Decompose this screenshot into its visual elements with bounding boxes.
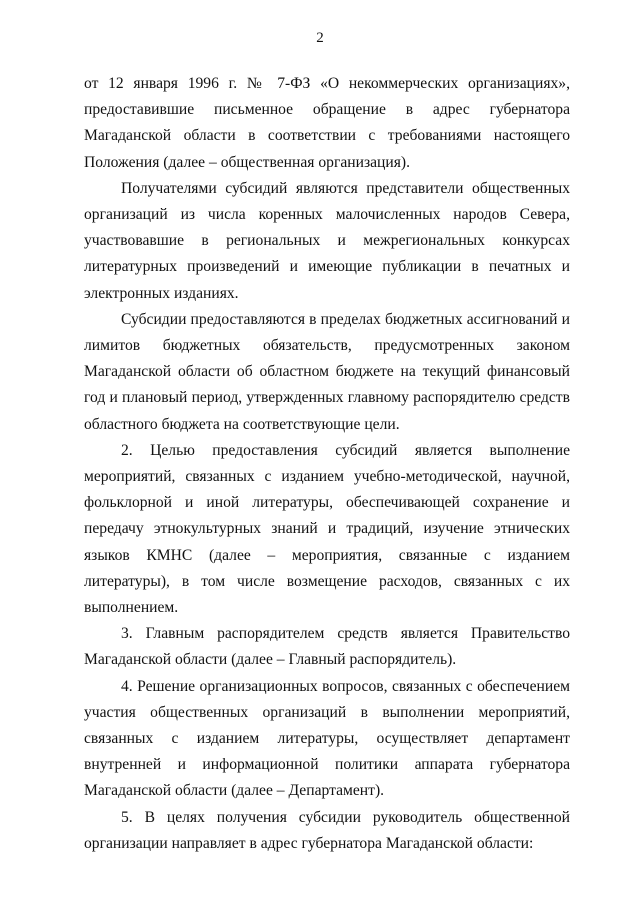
document-body — [84, 71, 570, 857]
paragraph-item-4: 4. Решение организационных вопросов, связанных с обеспечением участия общественных организаций в выполнении мероприятий, связанных с изданием литературы, осуществляет департамент внутренней и информационной политики аппарата губернатора Магаданской области (далее – Департамент). — [84, 677, 570, 800]
paragraph-item-5: 5. В целях получения субсидии руководитель общественной организации направляет в адрес губернатора Магаданской области: — [84, 808, 570, 852]
paragraph-subsidy-limits: Субсидии предоставляются в пределах бюджетных ассигнований и лимитов бюджетных обязательств, предусмотренных законом Магаданской области об областном бюджете на текущий финансовый год и плановый период, утвержденных главному распорядителю средств областного бюджета на соответствующие цели. — [84, 310, 570, 433]
paragraph-item-3: 3. Главным распорядителем средств является Правительство Магаданской области (далее – Главный распорядитель). — [84, 625, 570, 669]
paragraph-recipients: Получателями субсидий являются представители общественных организаций из числа коренных малочисленных народов Севера, участвовавшие в региональных и межрегиональных конкурсах литературных произведений и имеющие публикации в печатных и электронных изданиях. — [84, 179, 570, 302]
page-number: 2 — [316, 30, 324, 46]
paragraph-continuation: от 12 января 1996 г. № 7-ФЗ «О некоммерческих организациях», предоставившие письменное обращение в адрес губернатора Магаданской области в соответствии с требованиями настоящего Положения (далее – общественная организация). — [84, 75, 570, 171]
paragraph-item-2: 2. Целью предоставления субсидий является выполнение мероприятий, связанных с изданием учебно-методической, научной, фольклорной и иной литературы, обеспечивающей сохранение и передачу этнокультурных знаний и традиций, изучение этнических языков КМНС (далее – мероприятия, связанные с изданием литературы), в том числе возмещение расходов, связанных с их выполнением. — [84, 441, 570, 617]
